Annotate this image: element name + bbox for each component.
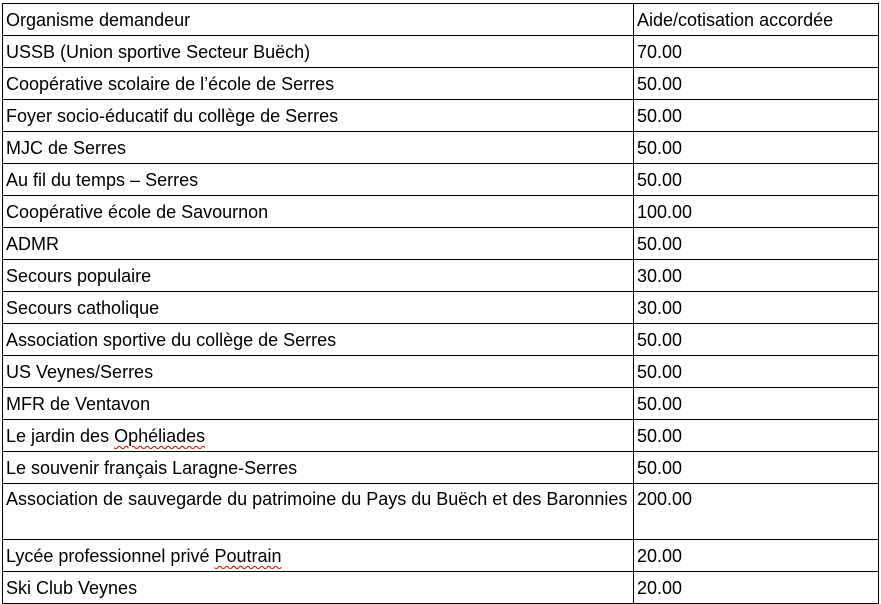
table-header-row (3, 4, 879, 36)
amount-cell: 20.00 (634, 572, 879, 604)
table-row (3, 36, 879, 68)
organisme-cell: MJC de Serres (3, 132, 634, 164)
table-row (3, 420, 879, 452)
organisme-cell (3, 420, 634, 452)
organisme-cell: USSB (Union sportive Secteur Buëch) (3, 36, 634, 68)
table-row (3, 540, 879, 572)
spellcheck-flagged-word: Ophéliades (114, 426, 206, 446)
amount-cell: 20.00 (634, 540, 879, 572)
organisme-cell: Le souvenir français Laragne-Serres (3, 452, 634, 484)
table-row (3, 228, 879, 260)
amount-cell: 70.00 (634, 36, 879, 68)
amount-cell: 50.00 (634, 388, 879, 420)
table-row (3, 100, 879, 132)
table-row (3, 292, 879, 324)
table-row (3, 484, 879, 540)
amount-cell: 50.00 (634, 132, 879, 164)
organisme-cell (3, 540, 634, 572)
organisme-text: Le jardin des (6, 426, 115, 446)
organisme-cell: Coopérative école de Savournon (3, 196, 634, 228)
amount-cell: 50.00 (634, 100, 879, 132)
table-row (3, 260, 879, 292)
amount-cell: 50.00 (634, 324, 879, 356)
amount-cell: 100.00 (634, 196, 879, 228)
organisme-cell: Association sportive du collège de Serres (3, 324, 634, 356)
amount-cell: 50.00 (634, 420, 879, 452)
organisme-cell: US Veynes/Serres (3, 356, 634, 388)
spellcheck-flagged-word: Poutrain (214, 546, 282, 566)
amount-cell: 50.00 (634, 228, 879, 260)
amount-cell: 50.00 (634, 164, 879, 196)
organisme-cell: Association de sauvegarde du patrimoine du Pays du Buëch et des Baronnies (3, 484, 634, 540)
amount-cell: 50.00 (634, 452, 879, 484)
table-row (3, 324, 879, 356)
organisme-cell: ADMR (3, 228, 634, 260)
table-row (3, 196, 879, 228)
organisme-cell: Coopérative scolaire de l’école de Serres (3, 68, 634, 100)
grants-table (2, 3, 879, 604)
organisme-text: Lycée professionnel privé (6, 546, 215, 566)
table-row (3, 164, 879, 196)
table-row (3, 132, 879, 164)
header-organisme: Organisme demandeur (3, 4, 634, 36)
organisme-cell: Secours catholique (3, 292, 634, 324)
amount-cell: 50.00 (634, 356, 879, 388)
table-row (3, 68, 879, 100)
header-aide: Aide/cotisation accordée (634, 4, 879, 36)
organisme-cell: Secours populaire (3, 260, 634, 292)
organisme-cell: Au fil du temps – Serres (3, 164, 634, 196)
organisme-cell: Foyer socio-éducatif du collège de Serres (3, 100, 634, 132)
table-row (3, 388, 879, 420)
amount-cell: 30.00 (634, 260, 879, 292)
table-row (3, 452, 879, 484)
organisme-cell: MFR de Ventavon (3, 388, 634, 420)
organisme-cell: Ski Club Veynes (3, 572, 634, 604)
amount-cell: 200.00 (634, 484, 879, 540)
amount-cell: 30.00 (634, 292, 879, 324)
table-row (3, 356, 879, 388)
amount-cell: 50.00 (634, 68, 879, 100)
